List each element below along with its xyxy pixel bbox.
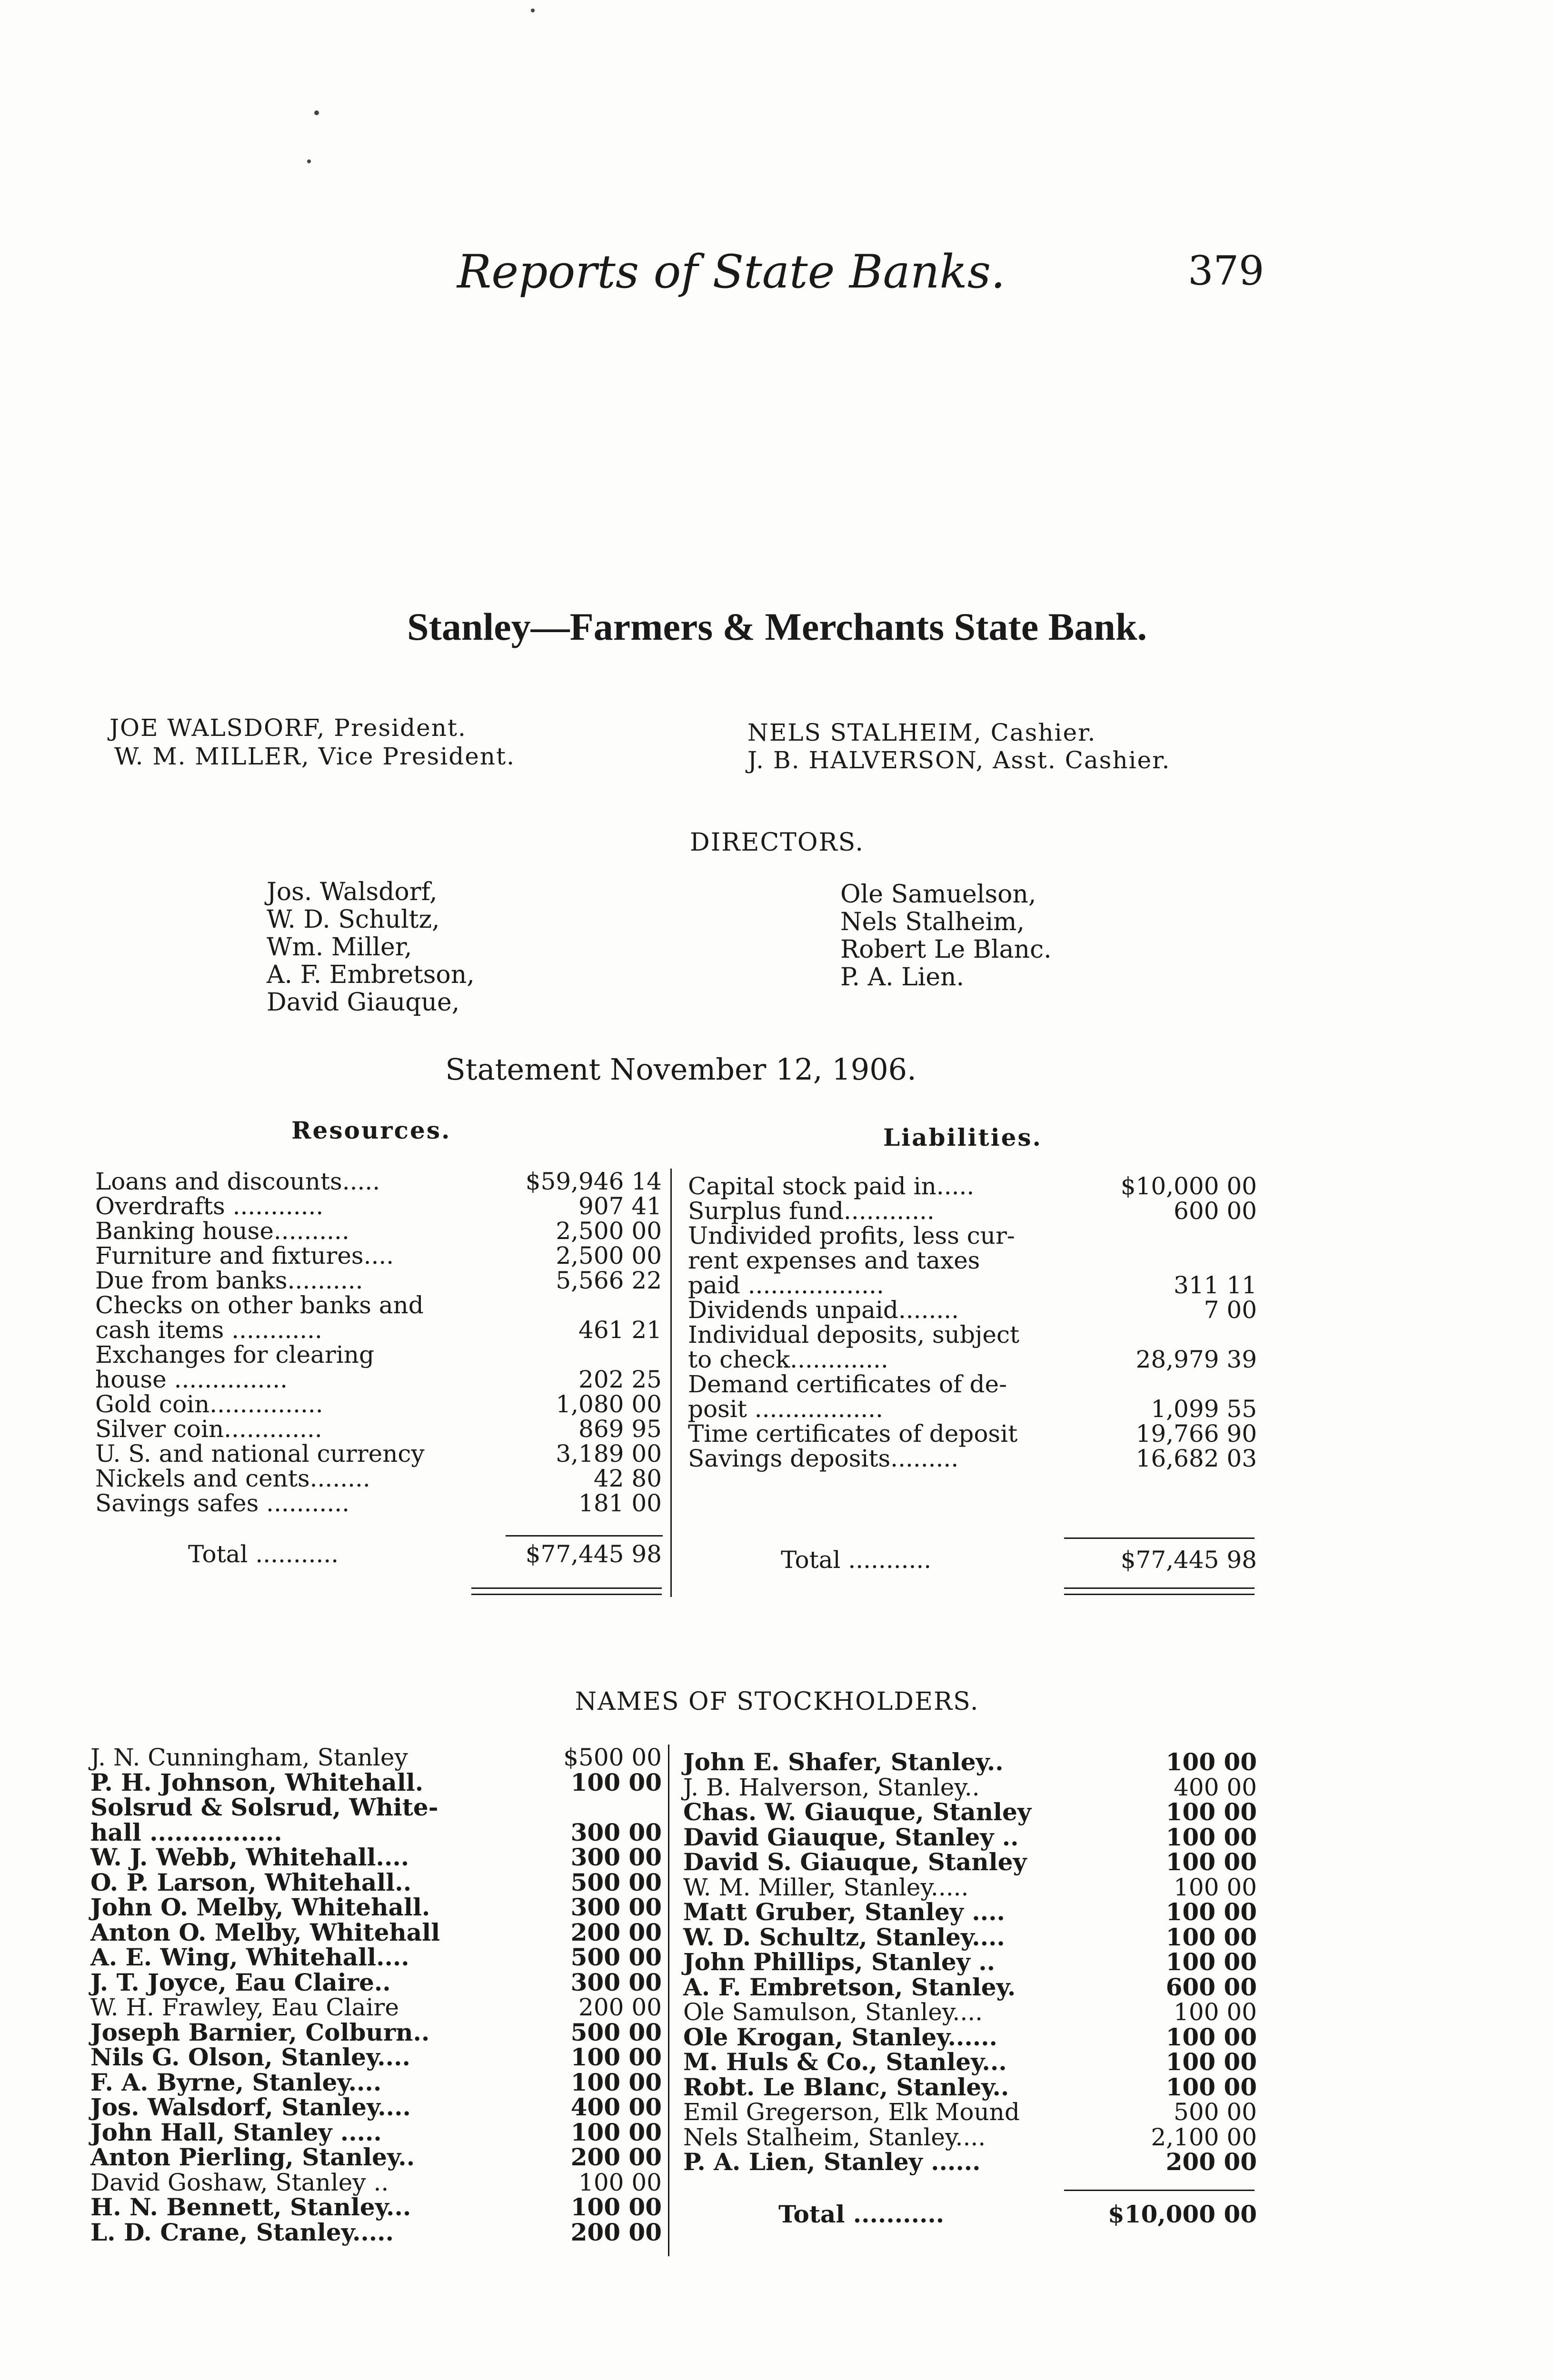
- stockholders-total-rule: [1064, 2190, 1255, 2191]
- stockholder-name: A. F. Embretson, Stanley.: [683, 1973, 1016, 2001]
- liability-total-row: [781, 1547, 1257, 1573]
- directors-left: [267, 878, 475, 1016]
- director-name: Jos. Walsdorf,: [267, 878, 438, 906]
- stockholder-row: [683, 2149, 1257, 2175]
- stockholder-row: [683, 1799, 1257, 1825]
- stockholder-name: Anton O. Melby, Whitehall: [90, 1918, 440, 1946]
- liability-label: Surplus fund............: [688, 1197, 935, 1225]
- resource-label: Nickels and cents........: [95, 1465, 370, 1492]
- stockholder-name: W. J. Webb, Whitehall....: [90, 1843, 409, 1871]
- stockholder-row: [90, 2094, 662, 2120]
- stockholder-name: Ole Krogan, Stanley......: [683, 2023, 997, 2051]
- liability-amount: 1,099 55: [1151, 1395, 1257, 1423]
- stockholder-name: Emil Gregerson, Elk Mound: [683, 2098, 1020, 2126]
- officer-president: JOE WALSDORF, President.: [110, 714, 467, 742]
- resource-row: [95, 1243, 662, 1269]
- stockholder-name: John E. Shafer, Stanley..: [683, 1748, 1004, 1776]
- stockholder-row: [90, 2120, 662, 2145]
- resource-row: [95, 1466, 662, 1491]
- stockholder-row: [683, 1999, 1257, 2025]
- stockholder-amount: 100 00: [1174, 1998, 1257, 2026]
- stockholder-row: [90, 1970, 662, 1995]
- officer-asst-cashier: J. B. HALVERSON, Asst. Cashier.: [747, 746, 1171, 774]
- director-name: W. D. Schultz,: [267, 905, 440, 934]
- stockholder-name: Nels Stalheim, Stanley....: [683, 2123, 986, 2151]
- stockholder-amount: 200 00: [570, 1918, 662, 1946]
- stockholder-name: J. T. Joyce, Eau Claire..: [90, 1968, 391, 1996]
- stockholders-heading: NAMES OF STOCKHOLDERS.: [575, 1687, 979, 1716]
- liability-label: Demand certificates of de-: [688, 1370, 1007, 1398]
- liability-label: rent expenses and taxes: [688, 1247, 980, 1274]
- statement-divider: [670, 1169, 672, 1597]
- liabilities-total-rule: [1064, 1537, 1255, 1539]
- liability-row: [688, 1223, 1257, 1249]
- stockholder-name: W. H. Frawley, Eau Claire: [90, 1993, 399, 2021]
- stockholders-total-row: [778, 2202, 1257, 2227]
- stockholder-amount: 100 00: [570, 2193, 662, 2221]
- resource-label: Gold coin...............: [95, 1390, 323, 1418]
- stockholder-amount: 100 00: [570, 2068, 662, 2096]
- stockholder-amount: 100 00: [570, 1768, 662, 1796]
- stockholder-amount: 500 00: [570, 1943, 662, 1971]
- stockholder-name: M. Huls & Co., Stanley...: [683, 2048, 1007, 2076]
- stockholder-name: Matt Gruber, Stanley ....: [683, 1898, 1005, 1926]
- stockholder-amount: 100 00: [1166, 1948, 1257, 1976]
- liability-row: [688, 1371, 1257, 1397]
- liability-row: [688, 1322, 1257, 1348]
- stockholder-name: A. E. Wing, Whitehall....: [90, 1943, 409, 1971]
- resources-heading: Resources.: [291, 1116, 451, 1144]
- resource-row: [95, 1416, 662, 1442]
- liability-amount: 19,766 90: [1136, 1420, 1257, 1448]
- total-amount: $10,000 00: [1107, 2200, 1257, 2228]
- stockholder-amount: 100 00: [1166, 1823, 1257, 1851]
- stockholder-row: [90, 1944, 662, 1970]
- liability-label: Savings deposits.........: [688, 1445, 959, 1472]
- stockholder-amount: 300 00: [570, 1843, 662, 1871]
- stockholder-name: Nils G. Olson, Stanley....: [90, 2043, 410, 2071]
- total-label: Total ...........: [778, 2200, 945, 2228]
- resource-total-row: [188, 1541, 662, 1567]
- stockholder-row: [90, 1745, 662, 1770]
- total-label: Total ...........: [188, 1540, 339, 1568]
- resource-label: house ...............: [95, 1366, 288, 1393]
- resource-row: [95, 1268, 662, 1293]
- stockholder-row: [683, 2024, 1257, 2050]
- director-name: Ole Samuelson,: [840, 880, 1036, 909]
- stockholder-name: David Goshaw, Stanley ..: [90, 2168, 389, 2196]
- resources-total-rule: [506, 1535, 663, 1537]
- stockholder-row: [90, 2044, 662, 2070]
- resource-label: Loans and discounts.....: [95, 1168, 380, 1195]
- stockholder-name: P. A. Lien, Stanley ......: [683, 2148, 981, 2176]
- stockholder-amount: 200 00: [578, 1993, 662, 2021]
- stockholder-row: [90, 1870, 662, 1895]
- stockholder-row: [90, 2144, 662, 2170]
- resource-label: cash items ............: [95, 1316, 322, 1344]
- liability-label: posit .................: [688, 1395, 883, 1423]
- resource-amount: 3,189 00: [556, 1440, 662, 1468]
- stockholder-row: [683, 2099, 1257, 2125]
- stockholder-name: John Phillips, Stanley ..: [683, 1948, 996, 1976]
- resource-amount: 869 95: [578, 1415, 662, 1443]
- stockholder-name: Anton Pierling, Stanley..: [90, 2143, 415, 2171]
- stockholder-row: [90, 1770, 662, 1795]
- stockholder-name: Joseph Barnier, Colburn..: [90, 2018, 430, 2046]
- stockholder-row: [683, 2074, 1257, 2100]
- liability-row: [688, 1248, 1257, 1273]
- stockholder-amount: 100 00: [570, 2118, 662, 2146]
- liability-label: Individual deposits, subject: [688, 1321, 1020, 1349]
- stockholder-amount: 500 00: [570, 1868, 662, 1896]
- stockholder-name: H. N. Bennett, Stanley...: [90, 2193, 411, 2221]
- director-name: P. A. Lien.: [840, 963, 965, 992]
- stockholder-amount: 300 00: [570, 1818, 662, 1846]
- stockholder-amount: 500 00: [570, 2018, 662, 2046]
- stockholder-row: [90, 1994, 662, 2020]
- stockholder-name: hall ................: [90, 1818, 282, 1846]
- director-name: Wm. Miller,: [267, 933, 412, 962]
- stockholder-row: [683, 1849, 1257, 1875]
- stockholder-amount: 500 00: [1174, 2098, 1257, 2126]
- stockholder-amount: 100 00: [1166, 1848, 1257, 1876]
- scan-speck: [314, 110, 319, 115]
- resource-label: Furniture and fixtures....: [95, 1242, 394, 1269]
- stockholder-name: J. B. Halverson, Stanley..: [683, 1773, 980, 1801]
- liability-amount: $10,000 00: [1120, 1172, 1257, 1200]
- resource-label: U. S. and national currency: [95, 1440, 425, 1468]
- stockholder-name: Ole Samulson, Stanley....: [683, 1998, 983, 2026]
- stockholder-row: [683, 1899, 1257, 1925]
- stockholder-row: [90, 1795, 662, 1820]
- stockholder-row: [90, 1844, 662, 1870]
- liability-amount: 16,682 03: [1136, 1445, 1257, 1472]
- page-number: 379: [1188, 248, 1265, 294]
- stockholder-row: [683, 2124, 1257, 2150]
- resource-row: [95, 1317, 662, 1343]
- scan-speck: [531, 9, 535, 12]
- resource-row: [95, 1367, 662, 1392]
- liability-label: Capital stock paid in.....: [688, 1172, 975, 1200]
- scan-speck: [307, 159, 311, 163]
- resource-amount: $59,946 14: [525, 1168, 662, 1195]
- stockholder-row: [90, 2070, 662, 2095]
- stockholder-row: [683, 1974, 1257, 2000]
- stockholder-amount: 100 00: [1166, 1898, 1257, 1926]
- stockholder-row: [90, 2220, 662, 2245]
- stockholder-name: Chas. W. Giauque, Stanley: [683, 1798, 1031, 1826]
- stockholder-amount: 100 00: [1166, 2048, 1257, 2076]
- director-name: A. F. Embretson,: [267, 961, 475, 989]
- stockholder-name: W. D. Schultz, Stanley....: [683, 1923, 1005, 1951]
- resource-row: [95, 1490, 662, 1516]
- resource-row: [95, 1193, 662, 1219]
- stockholder-name: P. H. Johnson, Whitehall.: [90, 1768, 424, 1796]
- resource-amount: 5,566 22: [556, 1267, 662, 1294]
- resource-row: [95, 1441, 662, 1467]
- resource-label: Due from banks..........: [95, 1267, 363, 1294]
- resource-label: Exchanges for clearing: [95, 1341, 374, 1368]
- stockholder-name: Solsrud & Solsrud, White-: [90, 1793, 438, 1821]
- resource-row: [95, 1218, 662, 1244]
- resource-row: [95, 1169, 662, 1194]
- resource-amount: 2,500 00: [556, 1217, 662, 1245]
- stockholder-amount: 100 00: [1174, 1873, 1257, 1901]
- stockholder-amount: 400 00: [1174, 1773, 1257, 1801]
- stockholder-amount: 200 00: [570, 2143, 662, 2171]
- stockholder-row: [683, 1874, 1257, 1900]
- liability-row: [688, 1297, 1257, 1323]
- liabilities-double-rule: [1064, 1587, 1255, 1595]
- liability-row: [688, 1198, 1257, 1224]
- stockholder-name: J. N. Cunningham, Stanley: [90, 1744, 408, 1771]
- stockholder-row: [90, 1894, 662, 1920]
- stockholder-amount: 400 00: [570, 2093, 662, 2121]
- liability-amount: 311 11: [1174, 1271, 1257, 1299]
- stockholder-row: [683, 1825, 1257, 1850]
- total-label: Total ...........: [781, 1546, 932, 1574]
- liability-row: [688, 1421, 1257, 1447]
- stockholder-name: W. M. Miller, Stanley.....: [683, 1873, 969, 1901]
- resource-amount: 202 25: [578, 1366, 662, 1393]
- liability-row: [688, 1272, 1257, 1298]
- liability-row: [688, 1396, 1257, 1422]
- stockholder-amount: 100 00: [1166, 2073, 1257, 2101]
- total-amount: $77,445 98: [525, 1540, 662, 1568]
- stockholder-row: [683, 1949, 1257, 1975]
- resource-amount: 181 00: [578, 1489, 662, 1517]
- officer-cashier: NELS STALHEIM, Cashier.: [747, 719, 1096, 746]
- resource-row: [95, 1391, 662, 1417]
- resource-amount: 461 21: [578, 1316, 662, 1344]
- stockholder-amount: 100 00: [1166, 1798, 1257, 1826]
- director-name: Nels Stalheim,: [840, 908, 1025, 936]
- stockholder-amount: 300 00: [570, 1893, 662, 1921]
- directors-right: [840, 881, 1052, 991]
- stockholder-amount: 200 00: [1166, 2148, 1257, 2176]
- liability-row: [688, 1347, 1257, 1372]
- resource-row: [95, 1292, 662, 1318]
- stockholder-name: F. A. Byrne, Stanley....: [90, 2068, 382, 2096]
- stockholder-row: [90, 1820, 662, 1845]
- total-amount: $77,445 98: [1120, 1546, 1257, 1574]
- stockholder-amount: 200 00: [570, 2218, 662, 2246]
- stockholder-row: [90, 1920, 662, 1945]
- stockholder-row: [90, 2194, 662, 2220]
- stockholder-amount: 2,100 00: [1151, 2123, 1257, 2151]
- liability-label: paid ..................: [688, 1271, 884, 1299]
- stockholder-row: [90, 2170, 662, 2195]
- stockholder-row: [90, 2020, 662, 2045]
- resource-label: Overdrafts ............: [95, 1192, 324, 1220]
- resource-label: Checks on other banks and: [95, 1291, 424, 1319]
- stockholder-amount: 600 00: [1166, 1973, 1257, 2001]
- director-name: Robert Le Blanc.: [840, 935, 1052, 964]
- stockholder-name: Jos. Walsdorf, Stanley....: [90, 2093, 411, 2121]
- stockholder-name: Robt. Le Blanc, Stanley..: [683, 2073, 1009, 2101]
- resource-amount: 42 80: [593, 1465, 662, 1492]
- running-head-title: Reports of State Banks.: [457, 245, 1006, 298]
- stockholder-amount: 100 00: [1166, 2023, 1257, 2051]
- stockholder-row: [683, 1775, 1257, 1800]
- liability-row: [688, 1173, 1257, 1199]
- stockholder-name: John O. Melby, Whitehall.: [90, 1893, 430, 1921]
- stockholders-divider: [668, 1745, 669, 2256]
- stockholder-amount: $500 00: [563, 1744, 662, 1771]
- stockholder-row: [683, 2049, 1257, 2075]
- resource-amount: 1,080 00: [556, 1390, 662, 1418]
- liability-label: to check.............: [688, 1346, 888, 1373]
- stockholder-row: [683, 1749, 1257, 1775]
- liability-row: [688, 1446, 1257, 1471]
- resource-amount: 907 41: [578, 1192, 662, 1220]
- stockholder-name: John Hall, Stanley .....: [90, 2118, 382, 2146]
- directors-heading: DIRECTORS.: [690, 828, 864, 857]
- liability-label: Undivided profits, less cur-: [688, 1222, 1015, 1250]
- resource-label: Savings safes ...........: [95, 1489, 350, 1517]
- liability-amount: 7 00: [1204, 1296, 1257, 1324]
- stockholder-name: L. D. Crane, Stanley.....: [90, 2218, 394, 2246]
- stockholder-amount: 100 00: [1166, 1923, 1257, 1951]
- liability-label: Time certificates of deposit: [688, 1420, 1018, 1448]
- resource-label: Banking house..........: [95, 1217, 349, 1245]
- resource-amount: 2,500 00: [556, 1242, 662, 1269]
- stockholder-name: O. P. Larson, Whitehall..: [90, 1868, 412, 1896]
- statement-title: Statement November 12, 1906.: [445, 1052, 916, 1087]
- liability-label: Dividends unpaid........: [688, 1296, 959, 1324]
- stockholder-amount: 300 00: [570, 1968, 662, 1996]
- liabilities-heading: Liabilities.: [883, 1123, 1042, 1151]
- liability-amount: 28,979 39: [1136, 1346, 1257, 1373]
- stockholder-row: [683, 1924, 1257, 1950]
- resource-label: Silver coin.............: [95, 1415, 322, 1443]
- stockholder-amount: 100 00: [570, 2043, 662, 2071]
- stockholder-amount: 100 00: [578, 2168, 662, 2196]
- stockholder-name: David Giauque, Stanley ..: [683, 1823, 1019, 1851]
- resources-double-rule: [471, 1587, 662, 1595]
- liability-amount: 600 00: [1174, 1197, 1257, 1225]
- stockholder-name: David S. Giauque, Stanley: [683, 1848, 1027, 1876]
- bank-title: Stanley—Farmers & Merchants State Bank.: [407, 605, 1147, 648]
- resource-row: [95, 1342, 662, 1368]
- officer-vice-president: W. M. MILLER, Vice President.: [114, 743, 515, 770]
- stockholder-amount: 100 00: [1166, 1748, 1257, 1776]
- director-name: David Giauque,: [267, 988, 460, 1017]
